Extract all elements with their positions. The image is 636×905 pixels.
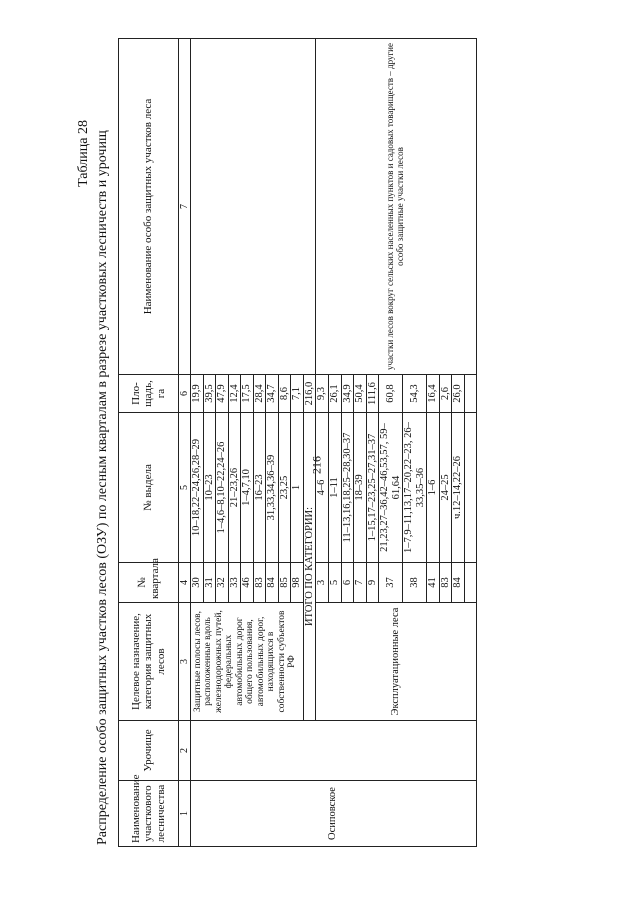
purpose-exploitation: Эксплуатационные леса <box>316 603 476 721</box>
vydel-cell <box>465 413 477 563</box>
vydel-cell: 1–6 <box>427 413 440 563</box>
vydel-cell: 4–6 <box>316 413 329 563</box>
area-cell: 34,9 <box>341 375 354 413</box>
vydel-cell: 1–11 <box>329 413 342 563</box>
kvartal-cell: 37 <box>379 563 403 603</box>
area-cell: 60,8 <box>379 375 403 413</box>
vydel-cell: 1–4,7,10 <box>241 413 254 563</box>
vydel-cell: 1–4,6–8,10–22,24–26 <box>216 413 229 563</box>
page-number: 216 <box>309 456 324 474</box>
header-urochishche: Урочище <box>119 721 179 781</box>
kvartal-cell: 32 <box>216 563 229 603</box>
area-cell: 34,7 <box>266 375 279 413</box>
area-cell: 47,9 <box>216 375 229 413</box>
vydel-cell: 18–39 <box>354 413 367 563</box>
kvartal-cell: 41 <box>427 563 440 603</box>
header-row <box>119 39 179 847</box>
kvartal-cell: 6 <box>341 563 354 603</box>
col-number: 3 <box>179 603 191 721</box>
area-cell: 54,3 <box>403 375 427 413</box>
col-number: 5 <box>179 413 191 563</box>
ozu-table <box>118 38 477 847</box>
kvartal-cell: 31 <box>203 563 216 603</box>
area-cell: 8,6 <box>278 375 291 413</box>
kvartal-cell: 5 <box>329 563 342 603</box>
area-cell: 7,1 <box>291 375 304 413</box>
vydel-cell: 23,25 <box>278 413 291 563</box>
kvartal-cell: 83 <box>253 563 266 603</box>
column-number-row <box>179 39 191 847</box>
vydel-cell: 1–7,9–11,13,17–20,22–23, 26–33,35–36 <box>403 413 427 563</box>
vydel-cell: 1 <box>291 413 304 563</box>
header-purpose: Целевое назначение, категория защитных лесов <box>119 603 179 721</box>
kvartal-cell: 9 <box>366 563 379 603</box>
area-cell: 26,1 <box>329 375 342 413</box>
col-number: 2 <box>179 721 191 781</box>
kvartal-cell: 84 <box>452 563 465 603</box>
vydel-cell: 21,23,27–36,42–46,53,57, 59–61,64 <box>379 413 403 563</box>
kvartal-cell: 38 <box>403 563 427 603</box>
vydel-cell: 21–23,26 <box>228 413 241 563</box>
kvartal-cell: 7 <box>354 563 367 603</box>
area-cell: 26,0 <box>452 375 465 413</box>
area-cell <box>465 375 477 413</box>
col-number: 1 <box>179 781 191 847</box>
itogo-area: 216,0 <box>303 375 316 413</box>
table-row <box>191 39 204 847</box>
area-cell: 12,4 <box>228 375 241 413</box>
kvartal-cell: 98 <box>291 563 304 603</box>
itogo-label: ИТОГО ПО КАТЕГОРИИ: <box>303 413 316 721</box>
area-cell: 2,6 <box>439 375 452 413</box>
kvartal-cell: 46 <box>241 563 254 603</box>
header-vydel: № выдела <box>119 413 179 563</box>
vydel-cell: ч.12–14,22–26 <box>452 413 465 563</box>
vydel-cell: 16–23 <box>253 413 266 563</box>
ozu-table-wrap <box>118 39 477 847</box>
area-cell: 19,9 <box>191 375 204 413</box>
kvartal-cell: 3 <box>316 563 329 603</box>
kvartal-cell: 84 <box>266 563 279 603</box>
header-ozu-name: Наименование особо защитных участков леса <box>119 39 179 375</box>
area-cell: 50,4 <box>354 375 367 413</box>
vydel-cell: 31,33,34,36–39 <box>266 413 279 563</box>
header-kvartal: № квартала <box>119 563 179 603</box>
area-cell: 9,3 <box>316 375 329 413</box>
ozu-name-cell: участки лесов вокруг сельских населенных пунктов и садовых товариществ – другие особо защитные участки лесов <box>316 39 476 375</box>
vydel-cell: 1–15,17–23,25–27,31–37 <box>366 413 379 563</box>
col-number: 7 <box>179 39 191 375</box>
area-cell: 39,5 <box>203 375 216 413</box>
vydel-cell: 24–25 <box>439 413 452 563</box>
kvartal-cell <box>465 563 477 603</box>
ozu-name-cell-empty <box>191 39 316 375</box>
kvartal-cell: 85 <box>278 563 291 603</box>
vydel-cell: 10–18,22–24,26,28–29 <box>191 413 204 563</box>
table-title: Распределение особо защитных участков лесов (ОЗУ) по лесным кварталам в разрезе участковых лесничеств и урочищ <box>95 130 110 845</box>
area-cell: 111,6 <box>366 375 379 413</box>
vydel-cell: 11–13,16,18,25–28,30–37 <box>341 413 354 563</box>
lesnichestvo-name: Осиповское <box>191 781 477 847</box>
kvartal-cell: 30 <box>191 563 204 603</box>
kvartal-cell: 33 <box>228 563 241 603</box>
table-label: Таблица 28 <box>76 120 91 187</box>
col-number: 4 <box>179 563 191 603</box>
purpose-protective-strips: Защитные полосы лесов, расположенные вдоль железнодорожных путей, федеральных автомобильных дорог общего пользования, автомобильных дорог, находящихся в собственности субъектов РФ <box>191 603 304 721</box>
area-cell: 28,4 <box>253 375 266 413</box>
header-lesnichestvo: Наименование участкового лесничества <box>119 781 179 847</box>
header-area: Пло-щадь, га <box>119 375 179 413</box>
col-number: 6 <box>179 375 191 413</box>
vydel-cell: 10–23 <box>203 413 216 563</box>
area-cell: 16,4 <box>427 375 440 413</box>
urochishche-cell <box>191 721 477 781</box>
area-cell: 17,5 <box>241 375 254 413</box>
kvartal-cell: 83 <box>439 563 452 603</box>
